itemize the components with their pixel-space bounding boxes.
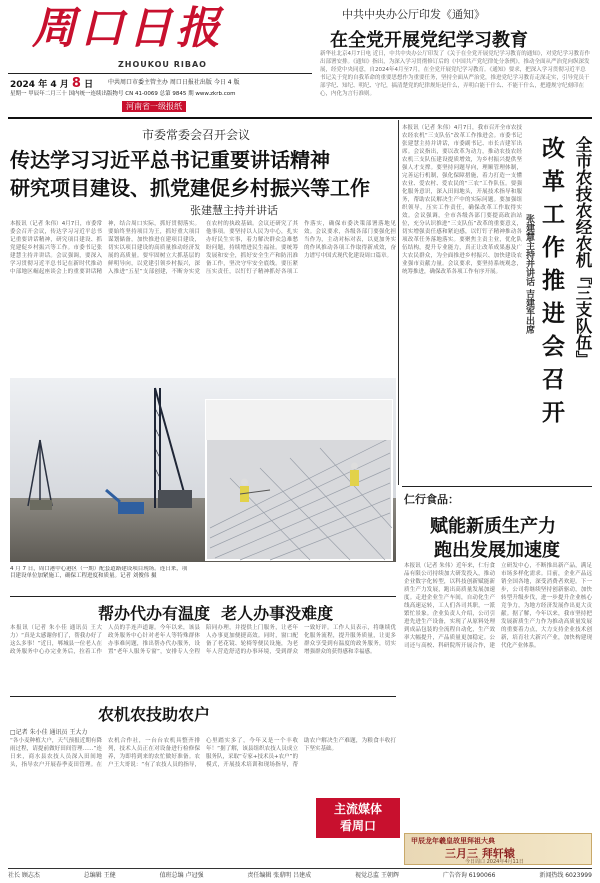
footer-item: 值班总编 卢冠强 bbox=[159, 872, 204, 879]
masthead-date-year: 2024 bbox=[10, 80, 36, 90]
ad-line1: 甲辰龙年羲皇故里拜祖大典 bbox=[411, 837, 495, 845]
lead-body-text: 本报讯（记者 朱伟）4月7日，市委常委会召开会议，传达学习习近平总书记重要讲话精神，研究项目建设、抓党建促乡村振兴等工作。市委书记张建慧主持并讲话。会议强调，要深入学习贯彻习近平总书记在新时代推动中部地区崛起座谈会上的重要讲话精神，结合周口实际，抓好贯彻落实。要始终坚持项目为王，抓好重大项目谋划储备，加快推进在建项目建设，切实以项目建设的高质量推动经济发展的高质量。要牢固树立大抓基层的鲜明导向，以党建引领乡村振兴，深入推进“五星”支部创建，不断夯实党在农村的执政基础。会议还研究了其他事项。要坚持以人民为中心，扎实办好民生实事，着力解决群众急难愁盼问题，持续增进民生福祉。要统筹发展和安全，抓好安全生产和防汛准备工作，坚决守牢安全底线。要压紧压实责任，以钉钉子精神抓好各项工作落实，确保市委决策部署落地见效。会议要求，各级各部门要强化担当作为，主动对标对表，以更加务实的作风推动各项工作取得新成效，奋力谱写中国式现代化建设周口篇章。 bbox=[10, 221, 396, 275]
footer-item: 广告咨询 6190066 bbox=[442, 872, 496, 879]
caption-strip-text: 仁行食品： bbox=[404, 493, 459, 506]
masthead-divider bbox=[8, 73, 312, 74]
story4-byline: □记者 朱小佳 通讯员 王大力 bbox=[10, 729, 88, 736]
right-story-headline-col2: 改革工作推进会召开 bbox=[538, 136, 565, 433]
masthead-pinyin: ZHOUKOU RIBAO bbox=[118, 60, 207, 69]
second-story-body bbox=[404, 562, 592, 830]
promo-box[interactable] bbox=[316, 798, 400, 838]
top-article-text: 新华社北京4月7日电 近日，中共中央办公厅印发了《关于在全党开展党纪学习教育的通知》，对党纪学习教育作出部署安排。《通知》指出，为深入学习贯彻修订后的《中国共产党纪律处分条例》，推动全面从严治党向纵深发展，经党中央同意，自2024年4月至7月，在全党开展党纪学习教育。《通知》要求，把深入学习贯彻习近平总书记关于党的自我革命的重要思想作为重要任务，坚持全面从严治党，推进党纪学习教育走深走实，引导党员干部学纪、知纪、明纪、守纪，搞清楚党的纪律规矩是什么，弄明白能干什么、不能干什么，把遵规守纪刻印在心，内化为言行准则。 bbox=[320, 51, 590, 97]
masthead-top-headline: 在全党开展党纪学习教育 bbox=[330, 30, 528, 51]
footer-item: 社长 顾志杰 bbox=[8, 872, 40, 879]
second-story-headline-line1: 赋能新质生产力 bbox=[430, 516, 556, 537]
ad-line2: 三月三 拜轩辕 bbox=[445, 847, 515, 860]
footer-item: 新闻热线 6023999 bbox=[539, 872, 592, 879]
second-story-headline-line2: 跑出发展加速度 bbox=[434, 540, 560, 561]
news-photo-image bbox=[10, 378, 396, 562]
top-article-body bbox=[320, 50, 590, 114]
right-story-body bbox=[402, 124, 522, 484]
masthead-logo-text: 周口日报 bbox=[32, 3, 224, 54]
story3-body bbox=[10, 624, 396, 696]
top-divider bbox=[8, 117, 592, 119]
story3-headline: 帮办代办有温度 老人办事没难度 bbox=[98, 604, 334, 623]
masthead-date-year-unit: 年 bbox=[38, 80, 48, 90]
masthead-date bbox=[10, 76, 93, 91]
right-column-divider bbox=[398, 120, 399, 485]
lead-kicker: 市委常委会召开会议 bbox=[142, 128, 251, 142]
masthead-date-month-unit: 月 bbox=[59, 80, 69, 90]
masthead-logo bbox=[32, 2, 262, 56]
level-badge: 河南省一级报纸 bbox=[122, 101, 186, 112]
story4-divider bbox=[10, 696, 396, 697]
masthead-date-month: 4 bbox=[50, 80, 57, 90]
lead-byline: 张建慧主持并讲话 bbox=[190, 204, 278, 217]
footer-item: 责任编辑 张鼎明 吕建成 bbox=[247, 872, 312, 879]
right-story-body-text: 本报讯（记者 朱伟）4月7日，我市召开全市农技农经农机“三支队伍”改革工作推进会。市委书记张建慧主持并讲话，市委副书记、市长吉建军出席。会议指出，要以改革为动力，推动农技农经农机三支队伍建设提质增效，为乡村振兴提供坚强人才支撑。要坚持问题导向，理顺管理体制，完善运行机制，强化保障措施，着力打造一支懂农业、爱农村、爱农民的“三农”工作队伍。要强化服务意识，深入田间地头，开展技术指导和服务，帮助农民解决生产中的实际问题。要加强组织领导，压实工作责任，确保改革工作取得实效。会议强调，全市各级各部门要提高政治站位，充分认识推进“三支队伍”改革的重要意义，切实增强责任感和紧迫感，以钉钉子精神推动各项改革任务落地落实。要聚焦主责主业，优化队伍结构，提升专业能力，真正让改革成果惠及广大农民群众，为全面推进乡村振兴、加快建设农业强市贡献力量。会议要求，要坚持系统观念，统筹推进，确保改革各项工作有序开展。 bbox=[402, 125, 522, 275]
story3-divider bbox=[10, 596, 396, 597]
footer-bar bbox=[8, 870, 592, 882]
lead-body bbox=[10, 220, 396, 372]
footer-item: 总编辑 王健 bbox=[83, 872, 116, 879]
ad-line3: 今日周口 2024年4月11日 bbox=[465, 859, 524, 865]
masthead-top-kicker: 中共中央办公厅印发《通知》 bbox=[342, 8, 485, 21]
right-story-headline-col1: 全市农技农经农机『三支队伍』 bbox=[573, 136, 592, 367]
lead-headline-line2: 研究项目建设、抓党建促乡村振兴等工作 bbox=[10, 176, 370, 200]
story3-body-text: 本报讯（记者 朱小佳 通讯员 王大力）“真是太感谢你们了，帮我办好了这么多事！”近日，郸城县一位老人在政务服务中心办完业务后，拉着工作人员的手连声道谢。今年以来，该县政务服务中心针对老年人等特殊群体办事难问题，推出帮办代办服务，设置“老年人服务专窗”，安排专人全程陪同办理，并提供上门服务，让老年人办事更加便捷高效。同时，窗口配备了老花镜、轮椅等便民设施，为老年人营造舒适的办事环境，受到群众一致好评。工作人员表示，将继续优化服务流程，提升服务质量，让更多群众享受到有温度的政务服务，切实增强群众的获得感和幸福感。 bbox=[10, 625, 396, 655]
promo-tag2: 看周口 bbox=[339, 819, 376, 833]
right-divider-1 bbox=[402, 486, 592, 487]
promo-tag1: 主流媒体 bbox=[333, 802, 382, 816]
right-story-subline: 张建慧主持并讲话 吉建军出席 bbox=[524, 214, 534, 335]
lead-headline-line1: 传达学习习近平总书记重要讲话精神 bbox=[10, 148, 330, 172]
ad-banner[interactable] bbox=[404, 833, 592, 865]
photo-caption: 4 月 7 日，周口港中心港区（一期）配套道路建设项目现场。连日来，项目建设单位加紧施工，确保工程进度和质量。记者 刘俊伟 摄 bbox=[10, 566, 188, 579]
footer-item: 视觉总监 王朝辉 bbox=[355, 872, 399, 879]
story4-headline: 农机农技助农户 bbox=[98, 705, 211, 724]
masthead-date-day-unit: 日 bbox=[84, 80, 94, 90]
footer-divider bbox=[8, 868, 592, 869]
story4-body-text: “各小麦种植大户，天气预报近期有降雨过程，请提前做好田间管理……”连日来，商水县农技人员深入田间地头，指导农户开展春季麦田管理。在农机合作社，一台台农机具整齐排列，技术人员正在对设备进行检修保养，为即将到来的农忙做好准备。农户王大哥说：“有了农技人员的指导，心里踏实多了，今年又是一个丰收年！”据了解，该县组织农技人员成立服务队，采取“专家+技术员+农户”的模式，开展技术培训和现场指导，帮助农户解决生产难题，为粮食丰收打下坚实基础。 bbox=[10, 738, 396, 768]
second-story-body-text: 本报讯（记者 朱伟）近年来，仁行食品有限公司持续加大研发投入，推动企业数字化转型，以科技创新赋能新质生产力发展，跑出高质量发展加速度。走进企业生产车间，自动化生产线高速运转，工人们各司其职，一派繁忙景象。企业负责人介绍，公司引进先进生产设备，实现了从原料处理到成品包装的全流程自动化，生产效率大幅提升，产品质量更加稳定。公司还与高校、科研院所开展合作，建立研发中心，不断推出新产品，满足市场多样化需求。目前，企业产品远销全国各地，深受消费者欢迎。下一步，公司将继续坚持创新驱动，加快转型升级步伐，进一步提升企业核心竞争力，为地方经济发展作出更大贡献。据了解，今年以来，我市坚持把发展新质生产力作为推动高质量发展的重要着力点，大力支持企业技术创新，培育壮大新兴产业，加快构建现代化产业体系。 bbox=[404, 563, 592, 649]
masthead-info-line1: 中共周口市委主管主办 周口日报社出版 今日 4 版 bbox=[108, 79, 240, 86]
masthead-date-day: 8 bbox=[71, 76, 81, 91]
masthead-info-line2: 星期一 甲辰年二月三十 国内统一连续出版物号 CN 41-0069 总第 9845 期 www.zkrb.com bbox=[10, 91, 236, 97]
news-photo bbox=[10, 378, 396, 562]
